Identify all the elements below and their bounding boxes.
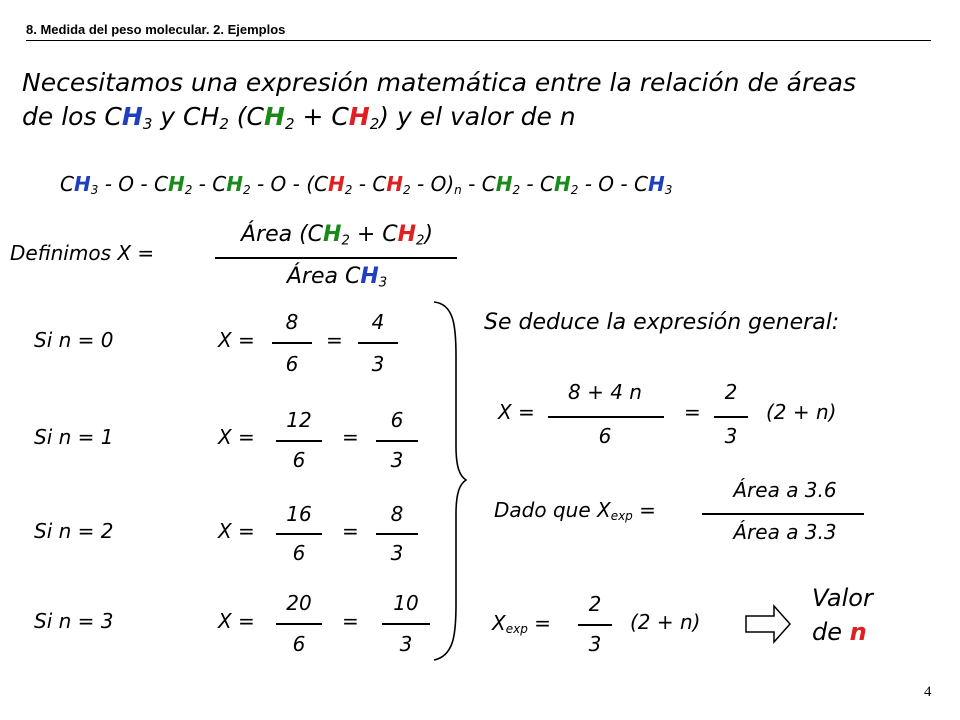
case-denominator-1: 6 (292, 541, 306, 565)
case-denominator-2: 3 (390, 541, 404, 565)
case-denominator-2: 3 (390, 448, 404, 472)
case-x-label: X = (218, 328, 255, 352)
dado-lhs: Dado que $X_{exp}$ = (494, 498, 656, 523)
case-x-label: X = (218, 519, 255, 543)
case-fraction-bar-2 (382, 623, 430, 625)
case-numerator-1: 12 (286, 408, 312, 432)
definition-fraction-bar (215, 257, 457, 259)
general-fraction-bar-2 (714, 416, 748, 418)
case-denominator-2: 3 (399, 632, 413, 656)
case-x-label: X = (218, 425, 255, 449)
case-numerator-2: 4 (371, 310, 385, 334)
case-denominator-1: 6 (285, 352, 299, 376)
case-denominator-1: 6 (292, 448, 306, 472)
page-number: 4 (924, 684, 932, 700)
general-numerator-2: 2 (724, 380, 738, 404)
case-equals: = (342, 519, 359, 543)
general-equals: = (684, 400, 701, 424)
case-numerator-1: 16 (286, 502, 312, 526)
dado-numerator: Área a 3.6 (733, 478, 837, 502)
final-fraction-bar (578, 624, 612, 626)
slide-header: 8. Medida del peso molecular. 2. Ejemplos (26, 22, 286, 37)
general-x-label: X = (498, 400, 535, 424)
intro-text (22, 66, 856, 134)
case-fraction-bar-1 (276, 623, 322, 625)
header-divider (26, 40, 931, 41)
case-label: Si n = 1 (34, 425, 114, 449)
case-numerator-2: 10 (393, 591, 419, 615)
case-fraction-bar-1 (276, 440, 322, 442)
definition-denominator: Área $CH_3$ (286, 264, 388, 291)
final-denominator: 3 (588, 632, 602, 656)
case-numerator-2: 6 (390, 408, 404, 432)
general-fraction-bar (548, 416, 664, 418)
case-equals: = (342, 609, 359, 633)
general-denominator-2: 3 (724, 424, 738, 448)
final-lhs: $X_{exp}$ = (492, 611, 551, 636)
final-tail: (2 + n) (630, 610, 701, 634)
molecule-formula: $CH_3$ - O - $CH_2 - CH_2$ - O - $(CH_2 - CH_2 - O)_n - CH_2 - CH_2$ - O - $CH_3$ (60, 172, 673, 197)
dado-fraction-bar (702, 513, 864, 515)
case-fraction-bar-2 (358, 342, 398, 344)
definition-lhs: Definimos X = (10, 241, 155, 265)
case-fraction-bar-1 (272, 342, 312, 344)
case-fraction-bar-1 (276, 533, 322, 535)
general-numerator: 8 + 4 n (568, 380, 642, 404)
case-numerator-1: 8 (285, 310, 299, 334)
case-fraction-bar-2 (376, 533, 418, 535)
case-denominator-1: 6 (292, 632, 306, 656)
case-equals: = (326, 328, 343, 352)
right-arrow-icon (744, 604, 794, 644)
final-numerator: 2 (588, 592, 602, 616)
case-equals: = (342, 425, 359, 449)
intro-line-1: Necesitamos una expresión matemática entre la relación de áreas (22, 68, 856, 97)
right-brace-icon (430, 296, 470, 666)
case-label: Si n = 3 (34, 609, 114, 633)
definition-numerator: Área $(CH_2 + CH_2)$ (240, 222, 434, 249)
case-denominator-2: 3 (371, 352, 385, 376)
valor-label: Valor (812, 584, 873, 612)
general-heading: Se deduce la expresión general: (484, 310, 840, 335)
intro-line-2: de los $CH_3$ y $CH_2$ $(CH_2 + CH_2)$ y el valor de n (22, 102, 576, 133)
dado-denominator: Área a 3.3 (733, 520, 837, 544)
general-tail: (2 + n) (766, 400, 837, 424)
de-n-label: de n (812, 618, 867, 646)
case-x-label: X = (218, 609, 255, 633)
case-numerator-1: 20 (286, 591, 312, 615)
case-label: Si n = 0 (34, 328, 114, 352)
general-denominator: 6 (598, 424, 612, 448)
case-numerator-2: 8 (390, 502, 404, 526)
case-label: Si n = 2 (34, 519, 114, 543)
case-fraction-bar-2 (376, 440, 418, 442)
